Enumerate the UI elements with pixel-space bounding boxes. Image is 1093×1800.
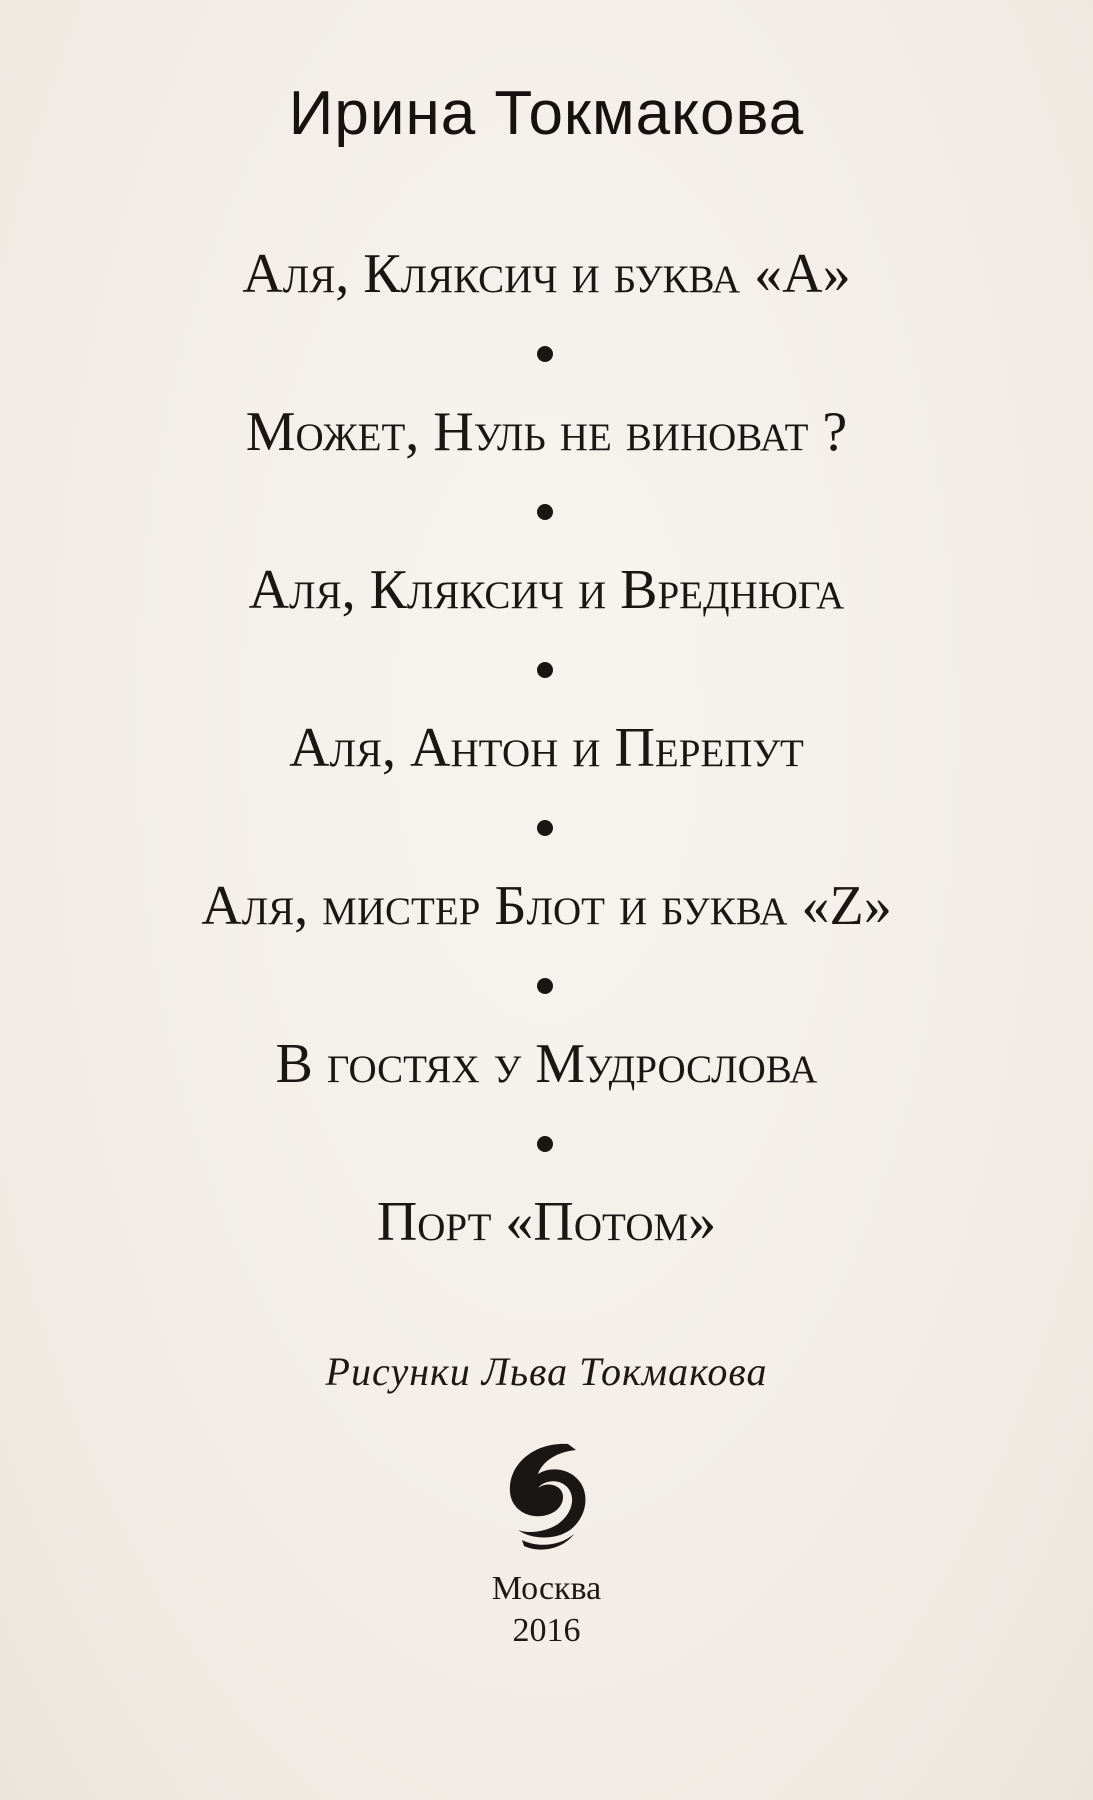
story-title: Порт «Потом» [376, 1191, 717, 1253]
publisher-city: Москва [491, 1570, 602, 1607]
story-title: Аля, мистер Блот и буква «Z» [201, 875, 892, 937]
eksmo-swirl-logo-icon [498, 1436, 590, 1552]
story-title: В гостях у Мудрослова [275, 1033, 818, 1095]
bullet-icon [537, 820, 553, 836]
bullet-icon [537, 978, 553, 994]
separator [0, 630, 1093, 709]
story-title: Аля, Кляксич и Вреднюга [248, 559, 845, 621]
bullet-icon [537, 504, 553, 520]
separator [0, 1104, 1093, 1183]
publication-year: 2016 [512, 1612, 581, 1649]
story-title: Может, Нуль не виноват ? [245, 401, 848, 463]
separator [0, 788, 1093, 867]
story-title: Аля, Антон и Перепут [289, 717, 804, 779]
bullet-icon [537, 662, 553, 678]
story-title: Аля, Кляксич и буква «А» [242, 243, 851, 305]
bullet-icon [537, 346, 553, 362]
illustrator-credit: Рисунки Льва Токмакова [325, 1349, 768, 1394]
separator [0, 472, 1093, 551]
separator [0, 946, 1093, 1025]
author-name: Ирина Токмакова [288, 79, 805, 148]
bullet-icon [537, 1136, 553, 1152]
separator [0, 314, 1093, 393]
contents-list [0, 235, 1093, 1262]
